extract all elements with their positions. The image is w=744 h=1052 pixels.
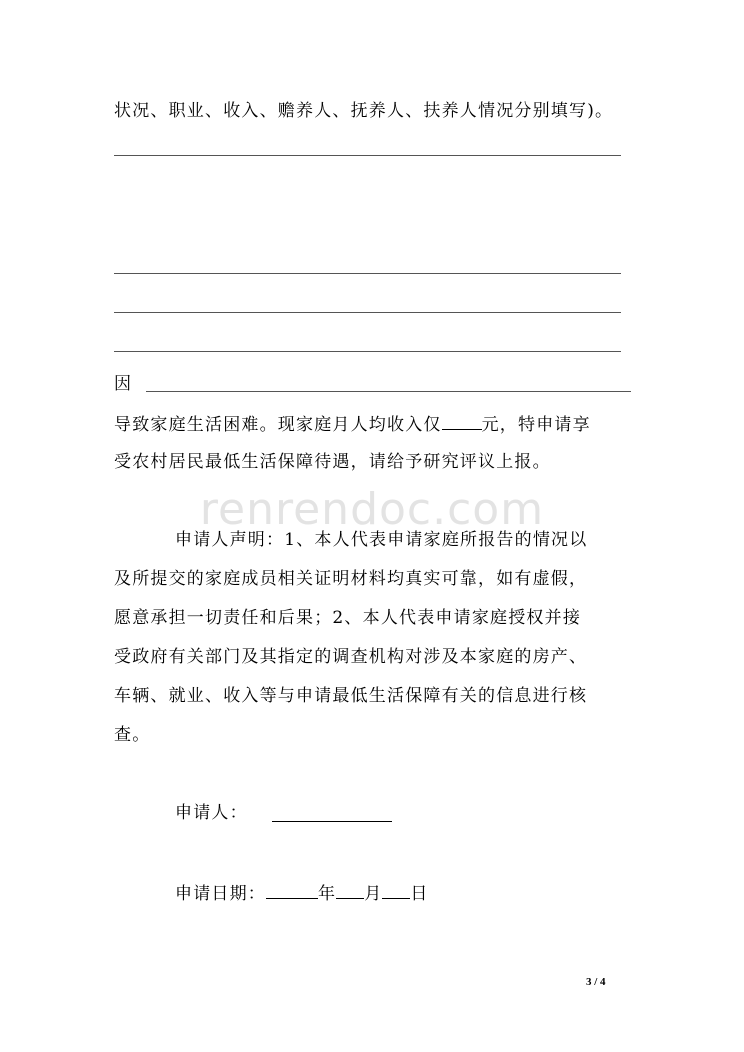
cause-blank[interactable]	[146, 391, 631, 392]
year-blank[interactable]	[266, 880, 318, 899]
blank-rule-1[interactable]	[114, 155, 621, 156]
receive-line: 受农村居民最低生活保障待遇，请给予研究评议上报。	[114, 452, 551, 472]
income-unit-text: 元，特申请享	[481, 415, 591, 435]
day-label: 日	[410, 884, 429, 904]
declaration-line-5: 车辆、就业、收入等与申请最低生活保障有关的信息进行核	[114, 686, 588, 706]
declaration-line-1: 申请人声明：1、本人代表申请家庭所报告的情况以	[175, 530, 588, 550]
cause-line	[114, 373, 132, 395]
income-text: 导致家庭生活困难。现家庭月人均收入仅	[114, 415, 442, 435]
watermark: renrendoc.com	[199, 484, 545, 535]
declaration-line-6: 查。	[114, 725, 151, 745]
applicant-signature-blank[interactable]	[272, 821, 392, 822]
income-blank[interactable]	[442, 411, 482, 430]
page-number: 3 / 4	[586, 976, 606, 988]
income-line	[114, 411, 591, 436]
applicant-label: 申请人：	[175, 803, 248, 823]
month-blank[interactable]	[336, 880, 364, 899]
blank-rule-3[interactable]	[114, 312, 621, 313]
date-label: 申请日期：	[175, 884, 266, 904]
year-label: 年	[318, 884, 337, 904]
text-line-status: 状况、职业、收入、赡养人、抚养人、扶养人情况分别填写)。	[114, 101, 614, 121]
applicant-line	[175, 802, 248, 824]
cause-label: 因	[114, 374, 133, 394]
day-blank[interactable]	[382, 880, 410, 899]
declaration-line-4: 受政府有关部门及其指定的调查机构对涉及本家庭的房产、	[114, 647, 588, 667]
date-line	[175, 880, 429, 905]
declaration-line-3: 愿意承担一切责任和后果；2、本人代表申请家庭授权并接	[114, 608, 582, 628]
month-label: 月	[364, 884, 383, 904]
blank-rule-4[interactable]	[114, 351, 621, 352]
declaration-line-2: 及所提交的家庭成员相关证明材料均真实可靠，如有虚假，	[114, 569, 588, 589]
blank-rule-2[interactable]	[114, 273, 621, 274]
